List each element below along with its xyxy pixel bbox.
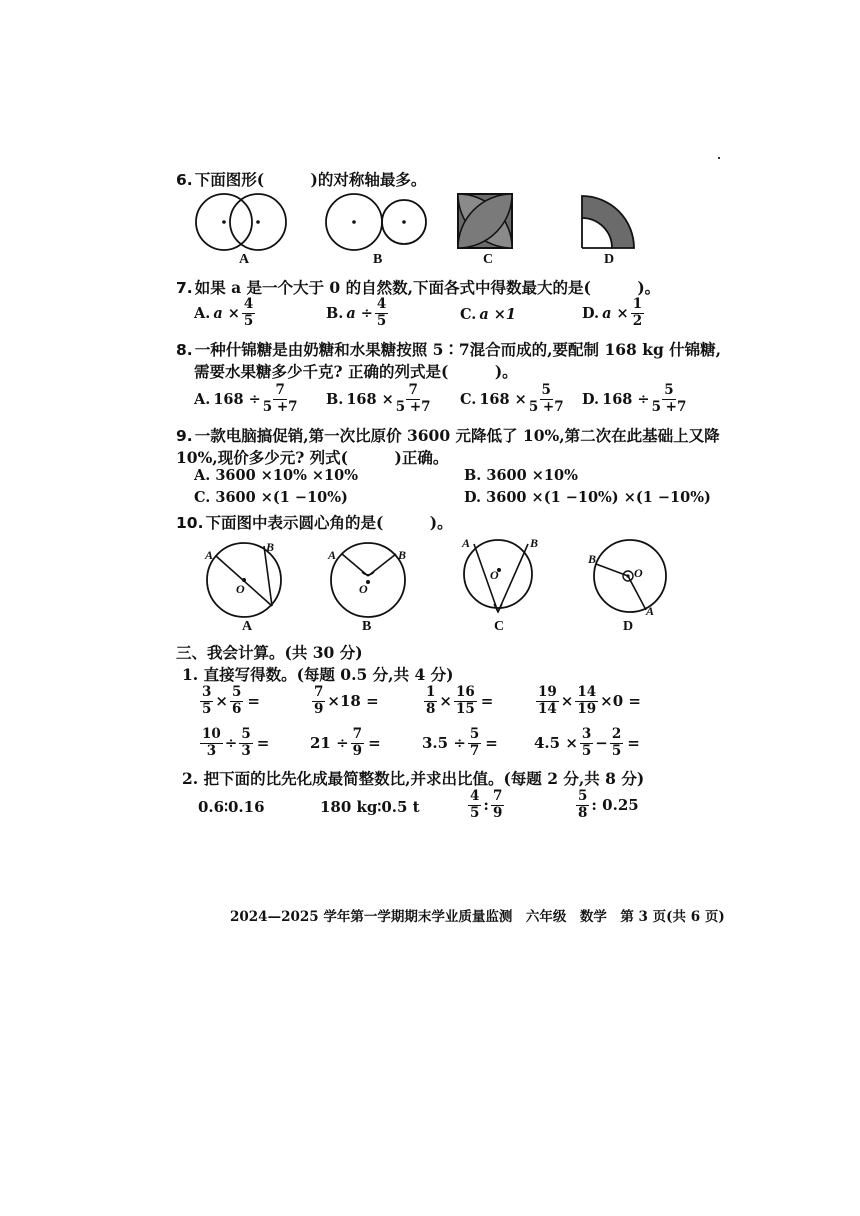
expr-tail: ×18 =	[327, 692, 379, 710]
numerator: 5	[578, 788, 588, 804]
point-label-a: A	[205, 548, 214, 562]
expr-head: 3.5 ÷	[422, 734, 466, 752]
q6-stem	[176, 168, 426, 190]
section3-sub1: 1. 直接写得数。(每题 0.5 分,共 4 分)	[182, 665, 454, 684]
denominator: 8	[426, 700, 436, 717]
q8-stem-line1	[176, 338, 721, 360]
q7-text: 如果 a 是一个大于 0 的自然数,下面各式中得数最大的是( )。	[194, 278, 661, 297]
numerator: 5	[231, 684, 242, 700]
q7-option-d[interactable]	[582, 298, 646, 328]
expr-head: 4.5 ×	[534, 734, 578, 752]
q6-number: 6.	[176, 171, 193, 189]
q9-option-b[interactable]: B. 3600 ×10%	[464, 467, 578, 484]
q6-label-d: D	[604, 252, 615, 267]
point-label-a: A	[328, 548, 337, 562]
fraction	[652, 384, 687, 414]
calc-r1c2[interactable]	[310, 686, 379, 716]
fraction	[239, 728, 252, 758]
numerator: 4	[470, 788, 480, 804]
calc-r2c4[interactable]	[534, 728, 640, 758]
q9-stem-line1	[176, 424, 720, 446]
q8-stem-line2: 需要水果糖多少千克? 正确的列式是( )。	[194, 362, 518, 381]
equals: =	[627, 734, 640, 752]
fraction	[200, 728, 223, 758]
option-label: B.	[326, 304, 344, 322]
q6-label-b: B	[373, 252, 383, 267]
calc-r2c1[interactable]	[198, 728, 269, 758]
q7-option-c[interactable]	[460, 306, 516, 323]
option-label: B.	[326, 390, 344, 408]
fraction	[576, 790, 589, 820]
denominator: 5 +7	[651, 398, 687, 415]
denominator: 9	[352, 742, 363, 759]
expr-tail: ×0 =	[600, 692, 641, 710]
q9-text-line1: 一款电脑搞促销,第一次比原价 3600 元降低了 10%,第二次在此基础上又降	[194, 426, 720, 445]
page-footer: 2024—2025 学年第一学期期末学业质量监测 六年级 数学 第 3 页(共 6 页)	[230, 909, 725, 925]
denominator: 3	[241, 742, 251, 759]
q9-option-c[interactable]: C. 3600 ×(1 −10%)	[194, 489, 348, 506]
q10-text: 下面图中表示圆心角的是( )。	[205, 513, 453, 532]
denominator: 7	[469, 742, 480, 759]
fraction	[491, 790, 504, 820]
q8-option-a[interactable]	[194, 384, 300, 414]
denominator: 8	[578, 804, 588, 821]
expr-head: 21 ÷	[310, 734, 349, 752]
numerator: 16	[455, 684, 475, 700]
q10-figure-a	[200, 536, 296, 620]
q10-number: 10.	[176, 514, 204, 532]
ratio-3[interactable]	[466, 790, 506, 820]
point-label-o: O	[359, 582, 368, 596]
option-label: D.	[582, 390, 600, 408]
q8-option-c[interactable]	[460, 384, 566, 414]
denominator: 5 +7	[395, 398, 431, 415]
numerator: 2	[611, 726, 622, 742]
point-label-a: A	[646, 604, 655, 618]
option-expr: a ×	[602, 304, 629, 322]
fraction	[263, 384, 298, 414]
calc-r2c2[interactable]	[310, 728, 381, 758]
numerator: 5	[469, 726, 480, 742]
q8-number: 8.	[176, 341, 193, 359]
point-label-b: B	[530, 536, 539, 550]
option-label: C.	[460, 306, 477, 323]
calc-r2c3[interactable]	[422, 728, 498, 758]
equals: =	[256, 734, 270, 752]
denominator: 19	[577, 700, 597, 717]
calc-r1c1[interactable]	[198, 686, 260, 716]
numerator: 7	[492, 788, 503, 804]
fraction	[610, 728, 623, 758]
section3-title: 三、我会计算。(共 30 分)	[176, 643, 363, 662]
q10-label-c: C	[494, 619, 505, 634]
option-label: A.	[194, 304, 211, 322]
point-label-o: O	[634, 566, 643, 580]
numerator: 1	[632, 296, 643, 312]
denominator: 2	[632, 312, 643, 329]
numerator: 5	[241, 726, 251, 742]
q7-option-b[interactable]	[326, 298, 390, 328]
ratio-2[interactable]: 180 kg∶0.5 t	[320, 798, 420, 816]
ratio-4[interactable]	[574, 790, 639, 820]
option-expr: 168 ÷	[213, 390, 261, 408]
fraction	[575, 686, 598, 716]
expr-tail: : 0.25	[591, 796, 639, 814]
denominator: 3	[206, 742, 217, 759]
denominator: 9	[492, 804, 503, 821]
option-label: A.	[194, 390, 211, 408]
numerator: 7	[408, 382, 418, 398]
q6-label-c: C	[483, 252, 494, 267]
fraction	[468, 790, 481, 820]
q7-number: 7.	[176, 279, 193, 297]
fraction	[242, 298, 255, 328]
numerator: 4	[243, 296, 254, 312]
point-label-o: O	[236, 582, 245, 596]
option-expr: 168 ÷	[602, 390, 650, 408]
point-label-o: O	[490, 568, 499, 582]
calc-r1c4[interactable]	[534, 686, 641, 716]
numerator: 19	[538, 684, 557, 700]
numerator: 7	[275, 382, 285, 398]
op: ×	[560, 692, 574, 710]
numerator: 5	[664, 382, 674, 398]
denominator: 9	[314, 700, 324, 717]
option-expr: a ×1	[479, 306, 517, 323]
denominator: 5 +7	[262, 398, 298, 415]
fraction	[200, 686, 213, 716]
numerator: 1	[426, 684, 436, 700]
ratio-1[interactable]: 0.6∶0.16	[198, 798, 265, 816]
point-label-b: B	[588, 552, 597, 566]
denominator: 5	[611, 742, 622, 759]
numerator: 14	[577, 684, 597, 700]
q6-figure-a	[190, 192, 310, 254]
numerator: 10	[202, 726, 221, 742]
equals: =	[368, 734, 381, 752]
q8-option-d[interactable]	[582, 384, 688, 414]
denominator: 5	[202, 700, 212, 717]
q9-option-d[interactable]: D. 3600 ×(1 −10%) ×(1 −10%)	[464, 489, 711, 506]
op: ÷	[224, 734, 238, 752]
denominator: 6	[231, 700, 242, 717]
numerator: 4	[376, 296, 387, 312]
q6-figure-c	[456, 192, 518, 250]
fraction	[631, 298, 644, 328]
option-expr: a ×	[213, 304, 240, 322]
fraction	[375, 298, 388, 328]
denominator: 14	[538, 700, 557, 717]
q10-stem	[176, 511, 453, 533]
q6-text: 下面图形( )的对称轴最多。	[194, 170, 427, 189]
denominator: 5	[581, 742, 592, 759]
op: ×	[439, 692, 452, 710]
point-label-a: A	[462, 536, 471, 550]
q9-option-a[interactable]: A. 3600 ×10% ×10%	[194, 467, 359, 484]
q6-figure-d	[576, 192, 642, 250]
point-label-b: B	[398, 548, 407, 562]
fraction	[424, 686, 437, 716]
fraction	[230, 686, 243, 716]
ratio-colon: :	[483, 796, 489, 814]
fraction	[454, 686, 477, 716]
equals: =	[485, 734, 498, 752]
option-label: C.	[460, 390, 477, 408]
option-label: D.	[582, 304, 600, 322]
q8-option-b[interactable]	[326, 384, 433, 414]
fraction	[312, 686, 325, 716]
op: −	[595, 734, 608, 752]
fraction	[396, 384, 431, 414]
q7-stem	[176, 276, 660, 298]
denominator: 15	[455, 700, 475, 717]
numerator: 3	[202, 684, 212, 700]
option-expr: a ÷	[346, 304, 373, 322]
op: ×	[215, 692, 228, 710]
fraction	[529, 384, 564, 414]
option-expr: 168 ×	[346, 390, 394, 408]
q7-option-a[interactable]	[194, 298, 257, 328]
fraction	[351, 728, 364, 758]
calc-r1c3[interactable]	[422, 686, 493, 716]
point-label-b: B	[266, 540, 275, 554]
denominator: 5	[243, 312, 254, 329]
fraction	[536, 686, 559, 716]
q8-text-line1: 一种什锦糖是由奶糖和水果糖按照 5∶7混合而成的,要配制 168 kg 什锦糖,	[194, 340, 722, 359]
fraction	[468, 728, 481, 758]
numerator: 7	[352, 726, 363, 742]
q10-label-a: A	[242, 619, 253, 634]
equals: =	[247, 692, 260, 710]
numerator: 7	[314, 684, 324, 700]
fraction	[580, 728, 593, 758]
q9-stem-line2: 10%,现价多少元? 列式( )正确。	[176, 448, 449, 467]
q10-label-d: D	[623, 619, 634, 634]
q10-label-b: B	[362, 619, 372, 634]
q6-label-a: A	[239, 252, 250, 267]
numerator: 3	[581, 726, 592, 742]
numerator: 5	[541, 382, 551, 398]
denominator: 5 +7	[528, 398, 564, 415]
equals: =	[480, 692, 494, 710]
section3-sub2: 2. 把下面的比先化成最简整数比,并求出比值。(每题 2 分,共 8 分)	[182, 769, 645, 788]
scan-speck	[718, 157, 720, 159]
denominator: 5	[376, 312, 387, 329]
denominator: 5	[470, 804, 480, 821]
option-expr: 168 ×	[479, 390, 527, 408]
q6-figure-b	[322, 192, 432, 254]
q9-number: 9.	[176, 427, 193, 445]
